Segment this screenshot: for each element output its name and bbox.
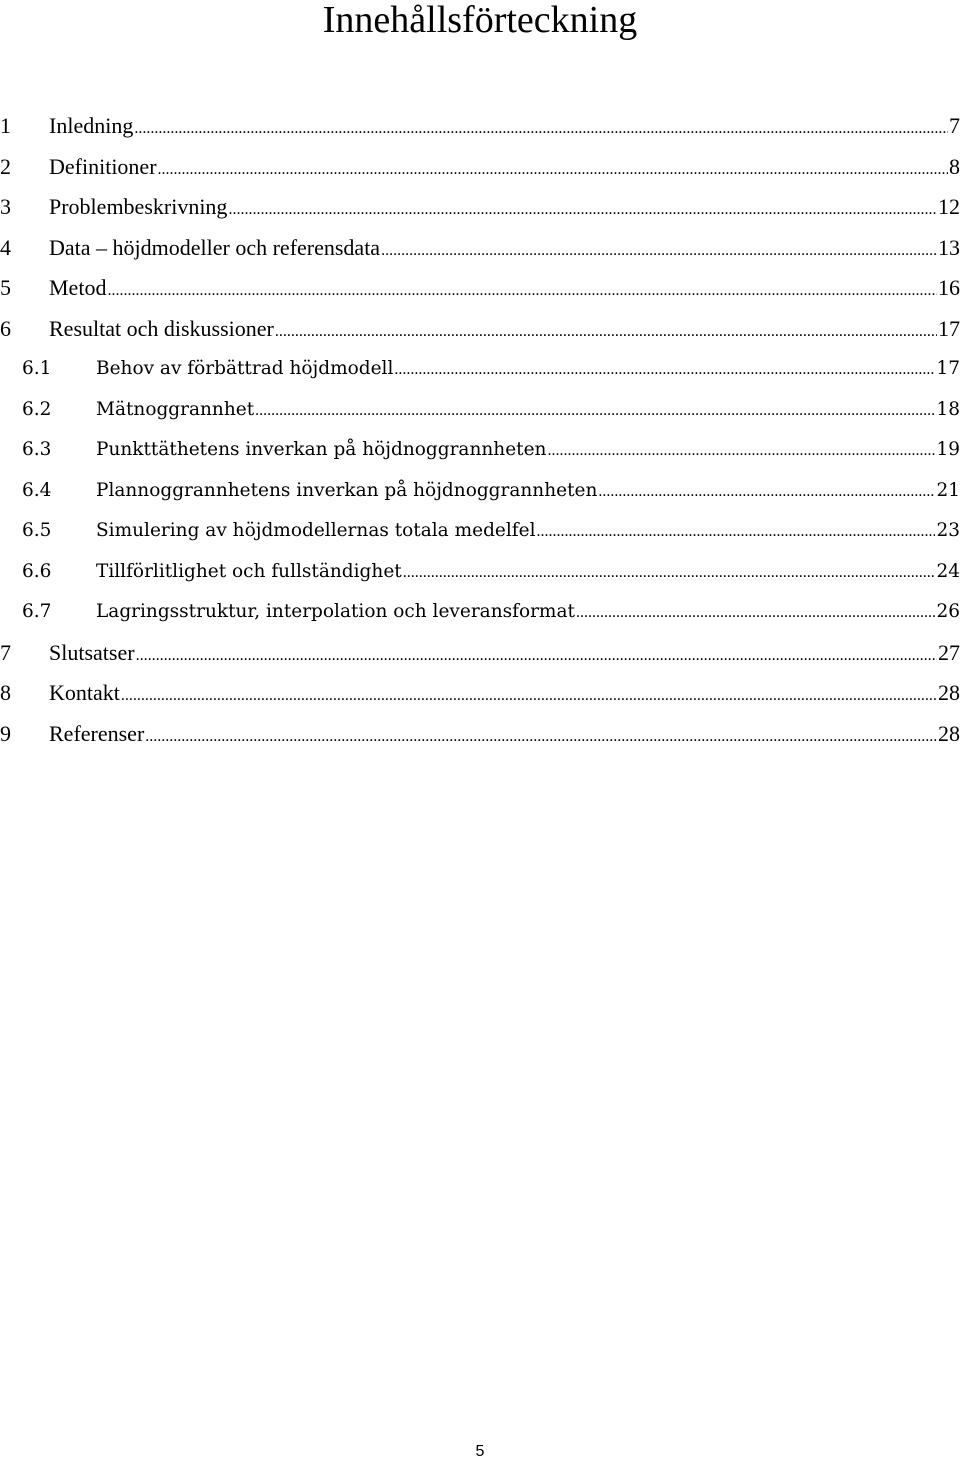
toc-entry-page: 8	[949, 153, 960, 179]
toc-entry-page: 28	[938, 680, 960, 705]
toc-entry-number: 3	[0, 194, 11, 219]
toc-entry-number: 6.5	[22, 520, 52, 541]
toc-entry[interactable]	[0, 268, 960, 309]
toc-entry-label: Referenser	[49, 720, 145, 746]
toc-subentry[interactable]	[0, 430, 960, 471]
toc-entry-page: 27	[938, 639, 960, 665]
toc-entry-label: Simulering av höjdmodellernas totala medelfel	[96, 520, 536, 541]
toc-entry-page: 21	[936, 479, 960, 501]
toc-entry-number: 6.3	[22, 439, 52, 460]
toc-entry-label: Mätnoggrannhet	[96, 398, 255, 420]
toc-entry-label: Metod	[49, 275, 107, 300]
toc-entry-label: Tillförlitlighet och fullständighet	[96, 560, 402, 582]
toc-entry-number: 6	[0, 315, 11, 341]
toc-entry[interactable]	[0, 673, 960, 714]
toc-subentry[interactable]	[0, 471, 960, 512]
toc-entry-label: Slutsatser	[49, 639, 135, 665]
page-number: 5	[475, 1443, 485, 1460]
toc-subentry[interactable]	[0, 511, 960, 552]
toc-entry-page: 24	[936, 560, 960, 582]
toc-title: Innehållsförteckning	[322, 0, 638, 41]
toc-entry-number: 8	[0, 680, 11, 705]
toc-entry-number: 6.1	[22, 358, 52, 379]
toc-dot-leader	[107, 268, 937, 312]
toc-entry-number: 6.7	[22, 601, 52, 622]
toc-dot-leader	[134, 106, 948, 150]
toc-entry[interactable]	[0, 106, 960, 147]
toc-list	[0, 106, 960, 754]
toc-entry-label: Definitioner	[49, 153, 157, 179]
toc-entry[interactable]	[0, 228, 960, 269]
toc-entry-number: 6.6	[22, 560, 52, 582]
toc-entry[interactable]	[0, 633, 960, 674]
toc-entry[interactable]	[0, 309, 960, 350]
toc-dot-leader	[228, 187, 937, 231]
toc-dot-leader	[145, 714, 937, 758]
toc-dot-leader	[255, 390, 935, 432]
toc-subentry[interactable]	[0, 552, 960, 593]
toc-dot-leader	[381, 228, 937, 272]
toc-entry-label: Plannoggrannhetens inverkan på höjdnoggrannheten	[96, 479, 598, 501]
toc-dot-leader	[598, 471, 935, 513]
toc-entry[interactable]	[0, 147, 960, 188]
toc-entry-page: 23	[936, 520, 960, 541]
toc-dot-leader	[275, 309, 937, 353]
toc-entry-page: 19	[936, 439, 960, 460]
toc-entry-page: 7	[949, 113, 960, 138]
toc-entry-label: Kontakt	[49, 680, 120, 705]
toc-entry-number: 7	[0, 639, 11, 665]
toc-dot-leader	[576, 592, 936, 634]
toc-entry-page: 13	[938, 234, 960, 260]
toc-dot-leader	[121, 673, 937, 717]
toc-entry-number: 9	[0, 720, 11, 746]
toc-entry-page: 17	[938, 315, 960, 341]
toc-entry[interactable]	[0, 714, 960, 755]
toc-entry-page: 18	[936, 398, 960, 420]
toc-subentry[interactable]	[0, 390, 960, 431]
toc-dot-leader	[547, 430, 935, 472]
toc-entry-page: 12	[938, 194, 960, 219]
toc-subentry[interactable]	[0, 592, 960, 633]
toc-dot-leader	[537, 511, 936, 553]
toc-entry-label: Lagringsstruktur, interpolation och leveransformat	[96, 601, 575, 622]
toc-entry-label: Resultat och diskussioner	[49, 315, 274, 341]
toc-entry-page: 16	[938, 275, 960, 300]
toc-subentry[interactable]	[0, 349, 960, 390]
toc-dot-leader	[158, 147, 948, 191]
toc-entry-label: Inledning	[49, 113, 134, 138]
toc-entry-page: 17	[936, 358, 960, 379]
toc-entry[interactable]	[0, 187, 960, 228]
toc-entry-page: 28	[938, 720, 960, 746]
toc-entry-number: 6.4	[22, 479, 52, 501]
toc-entry-number: 2	[0, 153, 11, 179]
toc-dot-leader	[136, 633, 937, 677]
toc-entry-label: Data – höjdmodeller och referensdata	[49, 234, 381, 260]
toc-dot-leader	[394, 349, 935, 391]
toc-entry-page: 26	[936, 601, 960, 622]
toc-entry-label: Punkttäthetens inverkan på höjdnoggrannheten	[96, 439, 547, 460]
toc-entry-label: Behov av förbättrad höjdmodell	[96, 358, 394, 379]
toc-entry-number: 4	[0, 234, 11, 260]
toc-entry-label: Problembeskrivning	[49, 194, 228, 219]
toc-entry-number: 5	[0, 275, 11, 300]
toc-dot-leader	[403, 552, 936, 594]
toc-entry-number: 6.2	[22, 398, 52, 420]
toc-entry-number: 1	[0, 113, 11, 138]
